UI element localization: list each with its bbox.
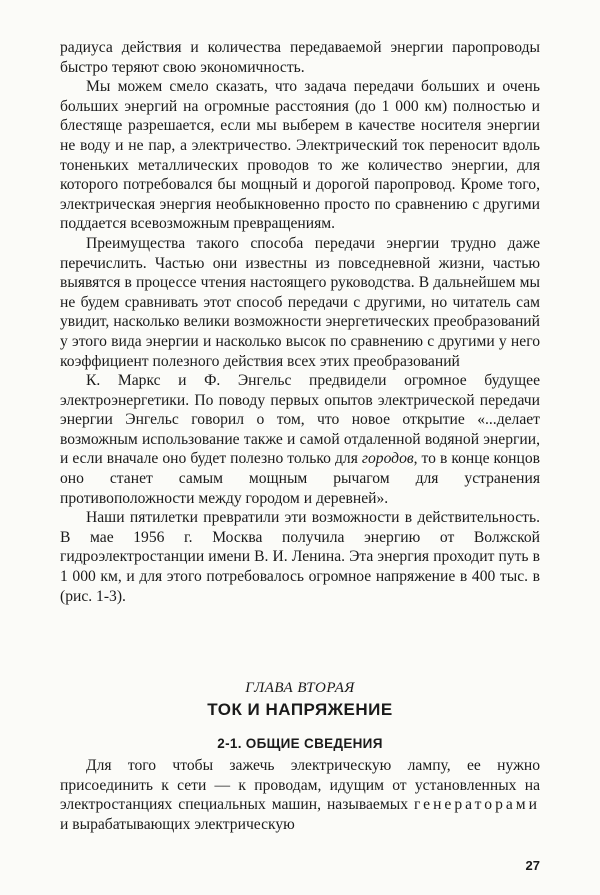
paragraph-1: радиуса действия и количества передаваемой энергии паропроводы быстро теряют свою экономичность.	[60, 39, 540, 76]
page-number: 27	[525, 858, 540, 873]
section-paragraph	[60, 756, 540, 834]
paragraph-4-pre: К. Маркс и Ф. Энгельс предвидели огромное будущее электроэнергетики. По поводу первых опытов электрической передачи энергии Энгельс говорил о том, что новое открытие «...делает возможным использование также и самой отдаленной водяной энергии, и если вначале оно будет полезно только для	[60, 372, 540, 468]
paragraph-4	[60, 371, 540, 508]
section-title: 2-1. ОБЩИЕ СВЕДЕНИЯ	[217, 736, 383, 751]
chapter-label: ГЛАВА ВТОРАЯ	[245, 680, 355, 696]
chapter-title: ТОК И НАПРЯЖЕНИЕ	[207, 700, 393, 719]
paragraph-5: Наши пятилетки превратили эти возможности в действительность. В мае 1956 г. Москва получила энергию от Волжской гидроэлектростанции имени В. И. Ленина. Эта энергия проходит путь в 1 000 км, и для этого потребовалось огромное напряжение в 400 тыс. в (рис. 1-3).	[60, 509, 540, 605]
section-text-post: и вырабатывающих электрическую	[60, 815, 295, 833]
paragraph-4-emphasis: городов	[361, 450, 414, 468]
paragraph-2: Мы можем смело сказать, что задача передачи больших и очень больших энергий на огромные расстояния (до 1 000 км) полностью и блестяще разрешается, если мы выберем в качестве носителя энергии не воду и не пар, а электричество. Электрический ток переносит вдоль тоненьких металлических проводов то же количество энергии, для которого потребовался бы мощный и дорогой паропровод. Кроме того, электрическая энергия необыкновенно просто по сравнению с другими поддается всевозможным превращениям.	[60, 78, 540, 233]
paragraph-4-post: , то в конце концов оно станет самым мощным рычагом для устранения противоположности между городом и деревней».	[60, 450, 540, 507]
paragraph-3: Преимущества такого способа передачи энергии трудно даже перечислить. Частью они известны из повседневной жизни, частью выявятся в процессе чтения настоящего руководства. В дальнейшем мы не будем сравнивать этот способ передачи с другими, но читатель сам увидит, насколько велики возможности энергетических преобразований у этого вида энергии и насколько высок по сравнению с другими у него коэффициент полезного действия всех этих преобразований	[60, 234, 540, 370]
section-text-pre: Для того чтобы зажечь электрическую лампу, ее нужно присоединить к сети — к проводам, идущим от установленных на электростанциях специальных машин, называемых	[60, 757, 540, 814]
section-text	[60, 756, 540, 834]
main-text	[60, 38, 540, 606]
section-text-spaced: генераторами	[413, 796, 540, 814]
